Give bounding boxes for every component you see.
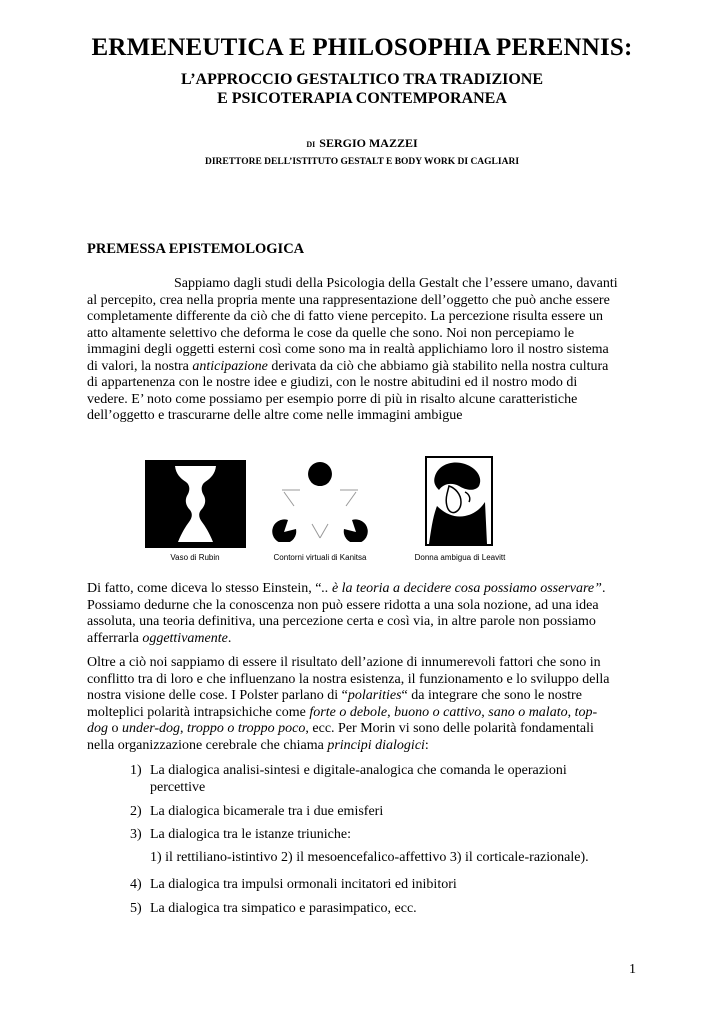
figure-caption: Contorni virtuali di Kanitsa — [273, 553, 367, 562]
list-text: La dialogica bicamerale tra i due emisferi — [150, 804, 384, 819]
list-number: 2) — [130, 804, 142, 819]
text-span: nostra visione delle cose. I Polster parlano di “ — [87, 688, 348, 703]
text-span: . — [227, 630, 232, 646]
list-item — [130, 763, 567, 796]
italic-span: dog — [87, 721, 108, 736]
text-span: nella organizzazione cerebrale che chiama — [87, 737, 328, 753]
italic-span: top- — [574, 704, 598, 720]
text-span: , — [481, 704, 489, 720]
text-span: , — [180, 721, 188, 736]
italic-span: forte o debole — [309, 704, 388, 720]
paragraph-line: assoluta, una teoria definitiva, una percezione certa e così via, in altre parole non possiamo — [87, 614, 596, 629]
paragraph-line: Sappiamo dagli studi della Psicologia della Gestalt che l’essere umano, davanti — [174, 276, 618, 291]
text-span: , — [567, 704, 575, 720]
section-heading: PREMESSA EPISTEMOLOGICA — [87, 241, 305, 257]
text-span: , ecc. Per Morin vi sono delle polarità fondamentali — [305, 721, 594, 736]
paragraph-line: Oltre a ciò noi sappiamo di essere il risultato dell’azione di innumerevoli fattori che sono in — [87, 655, 601, 670]
paragraph-line — [87, 581, 642, 598]
paragraph-line: al percepito, crea nella propria mente una rappresentazione dell’oggetto che può anche essere — [87, 292, 610, 308]
document-title: ERMENEUTICA E PHILOSOPHIA PERENNIS: — [91, 34, 633, 61]
kanizsa-triangle-figure — [270, 460, 370, 542]
italic-span: principi dialogici — [327, 737, 425, 753]
italic-span: anticipazione — [192, 358, 268, 374]
paragraph-line: conflitto tra di loro e che influenzano la nostra esistenza, il funzionamento e lo sviluppo della — [87, 671, 610, 687]
list-item — [130, 804, 383, 821]
paragraph-line: immagini degli oggetti esterni così come sono ma in realtà applichiamo loro il nostro sistema — [87, 342, 609, 357]
list-item — [130, 827, 589, 866]
paragraph-3 — [87, 655, 642, 754]
italic-span: oggettivamente — [142, 630, 228, 646]
list-text: La dialogica tra impulsi ormonali incitatori ed inibitori — [150, 877, 457, 892]
byline-prefix: DI — [306, 140, 316, 149]
text-span: : — [424, 737, 429, 753]
subtitle-line-1: L’APPROCCIO GESTALTICO TRA TRADIZIONE — [180, 71, 544, 88]
italic-span: under-dog — [122, 721, 181, 736]
paragraph-line — [87, 359, 642, 376]
text-span: o — [108, 721, 122, 736]
paragraph-line — [87, 705, 642, 722]
text-span: di valori, la nostra — [87, 358, 193, 374]
list-text: La dialogica tra simpatico e parasimpatico, ecc. — [150, 901, 417, 916]
paragraph-2 — [87, 581, 642, 647]
list-number: 5) — [130, 901, 142, 916]
page-number: 1 — [629, 962, 636, 977]
subtitle-line-2: E PSICOTERAPIA CONTEMPORANEA — [217, 90, 507, 107]
paragraph-line: atto altamente selettivo che deforma le cose da quelle che sono. Noi non percepiamo le — [87, 325, 575, 341]
figure-caption: Donna ambigua di Leavitt — [414, 553, 506, 562]
paragraph-line — [87, 738, 642, 755]
list-number: 3) — [130, 827, 142, 842]
figure-caption: Vaso di Rubin — [170, 553, 220, 562]
list-number: 4) — [130, 877, 142, 892]
paragraph-line: di appartenenza con le nostre idee e giudizi, con le nostre abitudini ed il nostro modo di — [87, 375, 578, 390]
list-continuation: percettive — [150, 779, 206, 795]
paragraph-line: vedere. E’ noto come possiamo per esempio porre di più in risalto alcune caratteristiche — [87, 391, 578, 407]
italic-span: troppo o troppo poco — [187, 721, 306, 736]
text-span: . — [601, 581, 606, 596]
italic-span: sano o malato — [488, 704, 568, 720]
text-span: Di fatto, come diceva lo stesso Einstein, “ — [87, 581, 322, 596]
text-span: molteplici polarità intrapsichiche come — [87, 704, 310, 720]
list-number: 1) — [130, 763, 142, 778]
text-span: “ da integrare che sono le nostre — [401, 688, 582, 703]
paragraph-1 — [87, 276, 642, 425]
list-text: La dialogica tra le istanze triuniche: — [150, 827, 351, 842]
paragraph-line — [87, 721, 642, 738]
italic-span: polarities — [347, 688, 402, 703]
italic-span: buono o cattivo — [394, 704, 482, 720]
italic-span: .. è la teoria a decidere cosa possiamo osservare” — [321, 581, 602, 596]
author-affiliation: DIRETTORE DELL’ISTITUTO GESTALT E BODY WORK DI CAGLIARI — [204, 157, 520, 167]
list-text: La dialogica analisi-sintesi e digitale-analogica che comanda le operazioni — [150, 763, 567, 778]
paragraph-line: Possiamo dedurne che la conoscenza non può essere ridotta a una sola nozione, ad una idea — [87, 597, 599, 613]
text-span: derivata da ciò che abbiamo già stabilito nella nostra cultura — [267, 358, 609, 374]
paragraph-line — [87, 631, 642, 648]
list-continuation: 1) il rettiliano-istintivo 2) il mesoencefalico-affettivo 3) il corticale-razionale). — [150, 849, 589, 865]
list-item — [130, 901, 417, 918]
rubin-vase-figure — [145, 460, 246, 548]
list-item — [130, 877, 457, 894]
author-name: SERGIO MAZZEI — [319, 136, 418, 150]
leavitt-ambiguous-woman-figure — [425, 456, 493, 546]
paragraph-line — [87, 688, 642, 705]
text-span: afferrarla — [87, 630, 143, 646]
byline — [0, 136, 724, 151]
text-span: , — [387, 704, 395, 720]
paragraph-line: dell’oggetto e trascurarne delle altre come nelle immagini ambigue — [87, 408, 463, 423]
paragraph-line: completamente differente da ciò che di fatto viene percepito. La percezione risulta essere un — [87, 309, 603, 324]
